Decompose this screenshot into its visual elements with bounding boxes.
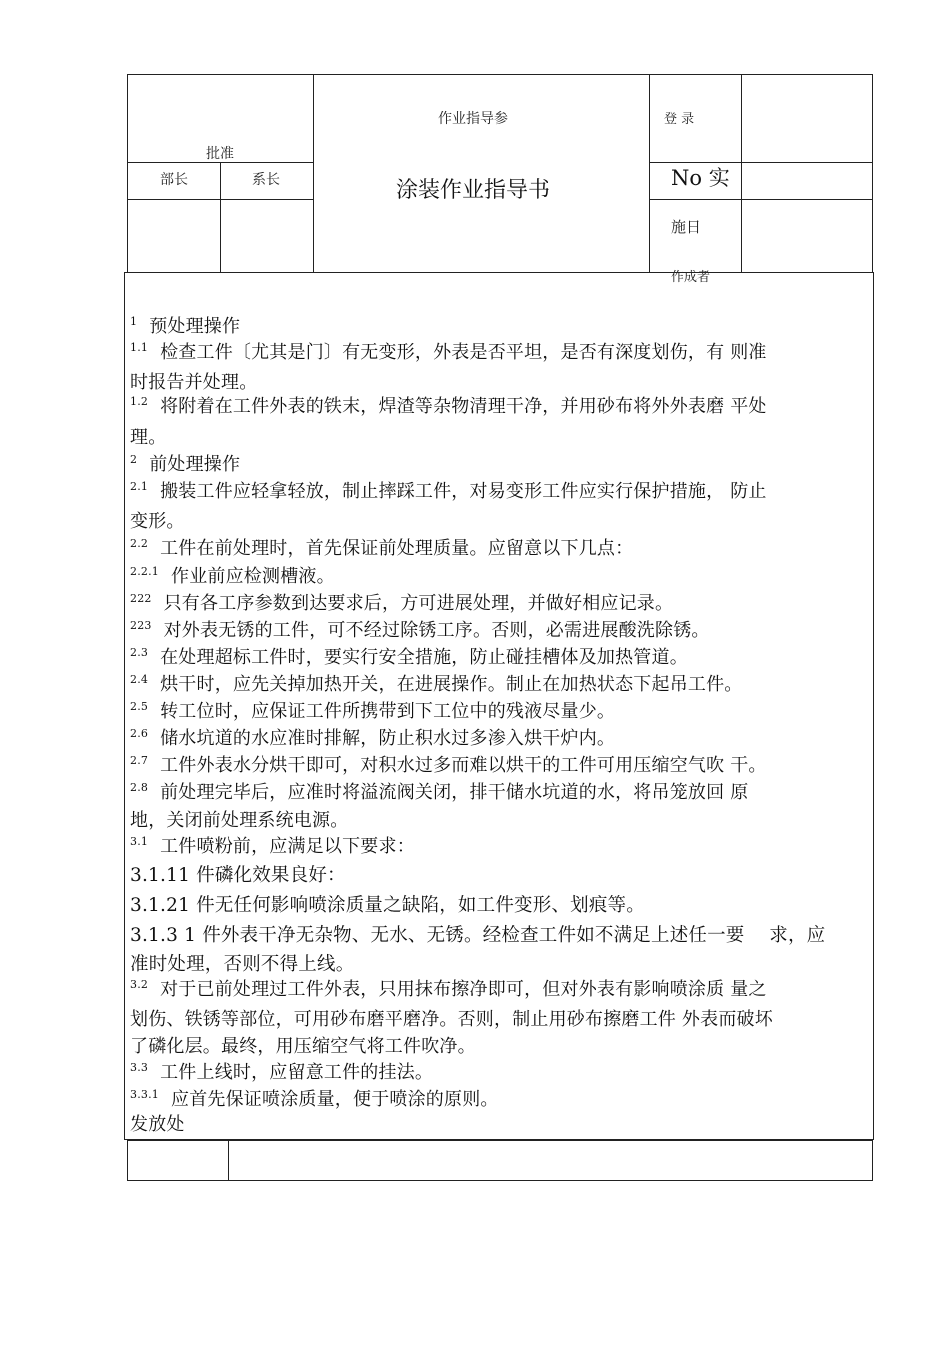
content-line: [130, 392, 767, 418]
line-text: 烘干时，应先关掉加热开关，在进展操作。制止在加热状态下起吊工件。: [160, 674, 743, 695]
section-number: 3.1: [130, 835, 149, 848]
line-text: 前处理完毕后，应准时将溢流阀关闭，排干储水坑道的水，将吊笼放回 原: [160, 782, 749, 803]
content-line: [130, 950, 354, 976]
header-divider-2: [313, 74, 314, 272]
content-line: [130, 1032, 476, 1058]
line-text: 工件在前处理时，首先保证前处理质量。应留意以下几点：: [160, 538, 634, 559]
line-text: 工件喷粉前，应满足以下要求：: [160, 836, 415, 857]
content-line: [130, 975, 767, 1001]
content-line: [130, 562, 335, 588]
register-label: 登 录: [664, 112, 695, 127]
header-divider-3: [649, 74, 650, 272]
line-text: 预处理操作: [149, 316, 241, 337]
approve-label: 批准: [206, 146, 234, 162]
line-text: 3.1.21 件无任何影响喷涂质量之缺陷，如工件变形、划痕等。: [130, 895, 645, 916]
document-title: 涂装作业指导书: [396, 178, 551, 203]
line-text: 将附着在工件外表的铁末，焊渣等杂物清理干净，并用砂布将外外表磨 平处: [160, 396, 767, 417]
content-line: [130, 670, 743, 696]
section-number: 1.1: [130, 341, 149, 354]
footer-divider: [228, 1140, 229, 1181]
content-line: [130, 589, 673, 615]
content-line: [130, 1110, 185, 1136]
content-line: [130, 832, 415, 858]
content-line: [130, 724, 615, 750]
guide-ref-label: 作业指导参: [438, 111, 508, 127]
content-line: [130, 534, 633, 560]
content-line: [130, 861, 346, 887]
line-text: 地，关闭前处理系统电源。: [130, 810, 349, 831]
header-left-border: [127, 74, 128, 272]
section-number: 2.7: [130, 754, 149, 767]
content-line: [130, 778, 748, 804]
line-text: 应首先保证喷涂质量，便于喷涂的原则。: [171, 1089, 499, 1110]
section-number: 223: [130, 619, 152, 632]
content-line: [130, 1085, 499, 1111]
line-text: 发放处: [130, 1114, 185, 1135]
content-line: [130, 1005, 773, 1031]
content-line: [130, 751, 767, 777]
line-text: 3.1.3 1 件外表干净无杂物、无水、无锈。经检查工件如不满足上述任一要 求，应: [130, 925, 826, 946]
section-number: 2.2.1: [130, 565, 159, 578]
content-line: [130, 423, 166, 449]
line-text: 划伤、铁锈等部位，可用砂布磨平磨净。否则，制止用砂布擦磨工件 外表而破坏: [130, 1009, 773, 1030]
line-text: 在处理超标工件时，要实行安全措施，防止碰挂槽体及加热管道。: [160, 647, 688, 668]
line-text: 3.1.11 件磷化效果良好：: [130, 865, 346, 886]
header-top-border: [127, 74, 873, 75]
line-text: 工件上线时，应留意工件的挂法。: [160, 1062, 434, 1083]
section-number: 3.3.1: [130, 1088, 159, 1101]
line-text: 转工位时，应保证工件所携带到下工位中的残液尽量少。: [160, 701, 616, 722]
footer-row-top: [127, 1140, 873, 1141]
content-line: [130, 921, 825, 947]
line-text: 准时处理，否则不得上线。: [130, 954, 355, 975]
author-label: 作成者: [671, 270, 711, 285]
footer-right-border: [872, 1140, 873, 1181]
content-line: [130, 643, 688, 669]
line-text: 对于已前处理过工件外表，只用抹布擦净即可，但对外表有影响喷涂质 量之: [160, 979, 767, 1000]
header-right-border: [872, 74, 873, 272]
content-line: [130, 891, 645, 917]
content-line: [130, 697, 615, 723]
line-text: 搬装工件应轻拿轻放，制止摔踩工件，对易变形工件应实行保护措施， 防止: [160, 481, 767, 502]
header-divider-1: [220, 162, 221, 272]
section-number: 2.2: [130, 537, 149, 550]
line-text: 时报告并处理。: [130, 372, 258, 393]
line-text: 储水坑道的水应准时排解，防止积水过多渗入烘干炉内。: [160, 728, 616, 749]
section-number: 2.3: [130, 646, 149, 659]
section-number: 2.6: [130, 727, 149, 740]
line-text: 了磷化层。最终，用压缩空气将工件吹净。: [130, 1036, 476, 1057]
date-label: 施日: [671, 218, 702, 236]
content-line: [130, 507, 185, 533]
section-number: 2.4: [130, 673, 149, 686]
section-number: 1.2: [130, 395, 149, 408]
line-text: 工件外表水分烘干即可，对积水过多而难以烘干的工件可用压缩空气吹 干。: [160, 755, 767, 776]
section-head-label: 系长: [252, 172, 280, 188]
footer-row-bottom: [127, 1180, 873, 1181]
content-line: [130, 477, 767, 503]
section-number: 3.3: [130, 1061, 149, 1074]
content-line: [130, 806, 348, 832]
section-number: 2.1: [130, 480, 149, 493]
footer-left-border: [127, 1140, 128, 1181]
content-line: [130, 338, 767, 364]
content-line: [130, 368, 257, 394]
dept-head-label: 部长: [160, 172, 188, 188]
section-number: 222: [130, 592, 152, 605]
content-line: [130, 616, 710, 642]
no-label: No 实: [671, 166, 730, 190]
section-number: 2.5: [130, 700, 149, 713]
content-line: [130, 1058, 433, 1084]
line-text: 前处理操作: [149, 454, 241, 475]
header-divider-4: [741, 74, 742, 272]
content-line: [130, 312, 240, 338]
line-text: 作业前应检测槽液。: [171, 566, 335, 587]
line-text: 变形。: [130, 511, 185, 532]
line-text: 只有各工序参数到达要求后，方可进展处理，并做好相应记录。: [163, 593, 674, 614]
header-row2-border-right: [649, 199, 873, 200]
section-number: 3.2: [130, 978, 149, 991]
section-number: 2.8: [130, 781, 149, 794]
line-text: 检查工件〔尤其是门〕有无变形，外表是否平坦，是否有深度划伤，有 则准: [160, 342, 767, 363]
line-text: 理。: [130, 427, 167, 448]
section-number: 1: [130, 315, 138, 328]
header-row1-border-right: [649, 162, 873, 163]
line-text: 对外表无锈的工件，可不经过除锈工序。否则，必需进展酸洗除锈。: [163, 620, 710, 641]
content-line: [130, 450, 240, 476]
section-number: 2: [130, 453, 138, 466]
